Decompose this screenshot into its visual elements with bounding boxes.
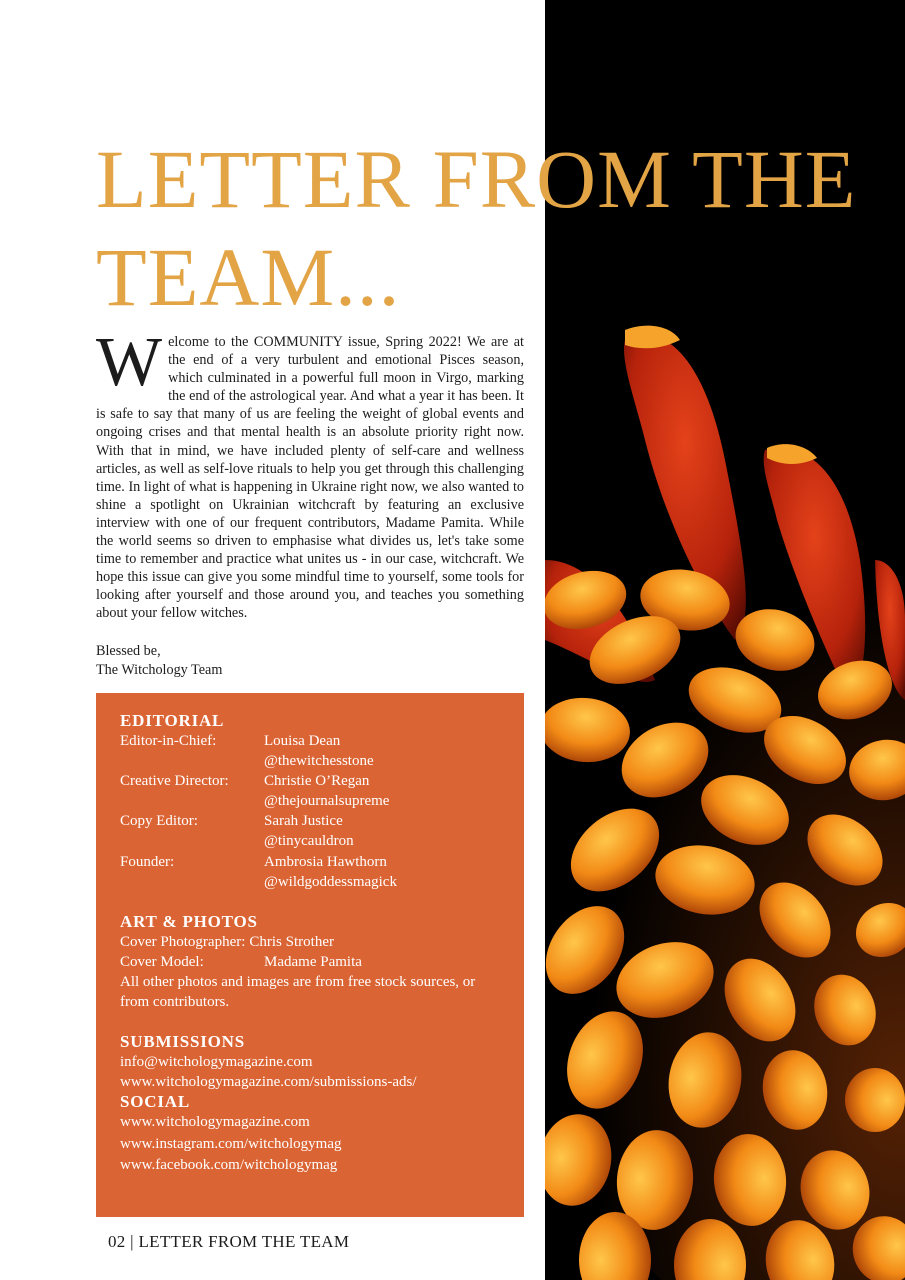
footer-separator: | [130, 1232, 134, 1251]
page-number: 02 [108, 1232, 126, 1251]
credit-handle-row [120, 831, 500, 851]
page-title-line-2: TEAM... [96, 231, 401, 323]
credits-panel [96, 693, 524, 1217]
credit-row [120, 852, 500, 872]
credit-handle[interactable]: @wildgoddessmagick [264, 873, 397, 890]
editorial-heading: EDITORIAL [120, 711, 225, 730]
credit-name: Chris Strother [249, 933, 334, 950]
credit-role: Creative Director: [120, 773, 229, 790]
submissions-heading: SUBMISSIONS [120, 1032, 246, 1052]
page-footer [108, 1232, 349, 1252]
credit-name: Sarah Justice [264, 813, 343, 830]
credit-handle[interactable]: @thejournalsupreme [264, 793, 390, 810]
credit-role: Founder: [120, 853, 175, 870]
submissions-email-link[interactable]: info@witchologymagazine.com [120, 1054, 313, 1071]
submissions-url-link[interactable]: www.witchologymagazine.com/submissions-ads/ [120, 1074, 417, 1091]
page-title-line-1: LETTER FROM THE [96, 133, 857, 225]
letter-text: elcome to the COMMUNITY issue, Spring 2022! We are at the end of a very turbulent and emotional Pisces season, which culminated in a powerful full moon in Virgo, marking the end of the astrological year. And what a year it has been. It is safe to say that many of us are feeling the weight of global events and ongoing crises and that mental health is an absolute priority right now. With that in mind, we have included plenty of self-care and wellness articles, as well as self-love rituals to help you get through this challenging time. In light of what is happening in Ukraine right now, we also wanted to shine a spotlight on Ukrainian witchcraft by featuring an exclusive interview with one of our frequent contributors, Madame Pamita. While the world seems so driven to emphasise what divides us, let's take some time to remember and practice what unites us - in our case, witchcraft. We hope this issue can give you some mindful time to yourself, some tools for looking after yourself and those around you, and teaches you something about your fellow witches. [96, 334, 524, 622]
credit-role: Cover Photographer: [120, 933, 246, 950]
art-photos-heading: ART & PHOTOS [120, 911, 258, 931]
credit-handle[interactable]: @thewitchesstone [264, 753, 374, 770]
credit-name: Christie O’Regan [264, 773, 370, 790]
signature-text: The Witchology Team [96, 661, 223, 678]
credit-row [120, 952, 500, 972]
credit-name: Louisa Dean [264, 733, 341, 749]
credit-role: Cover Model: [120, 953, 204, 970]
credit-handle-row [120, 751, 500, 771]
credit-row [120, 771, 500, 791]
social-heading: SOCIAL [120, 1092, 190, 1112]
closing-text: Blessed be, [96, 643, 161, 659]
social-link-facebook[interactable]: www.facebook.com/witchologymag [120, 1157, 338, 1174]
credit-row [120, 731, 500, 751]
art-note: All other photos and images are from free stock sources, or from contributors. [120, 973, 476, 1011]
drop-cap: W [96, 324, 163, 401]
credit-role: Editor-in-Chief: [120, 733, 217, 749]
social-link-website[interactable]: www.witchologymagazine.com [120, 1114, 310, 1131]
signoff [96, 642, 222, 679]
credit-handle[interactable]: @tinycauldron [264, 833, 354, 850]
letter-body [96, 324, 524, 623]
credit-name: Madame Pamita [264, 953, 362, 970]
credit-role: Copy Editor: [120, 813, 198, 830]
credit-row [120, 811, 500, 831]
footer-section-title: LETTER FROM THE TEAM [138, 1232, 350, 1251]
social-link-instagram[interactable]: www.instagram.com/witchologymag [120, 1135, 342, 1152]
credit-row [120, 932, 500, 952]
credit-handle-row [120, 791, 500, 811]
credit-name: Ambrosia Hawthorn [264, 853, 387, 870]
credit-handle-row [120, 872, 500, 892]
